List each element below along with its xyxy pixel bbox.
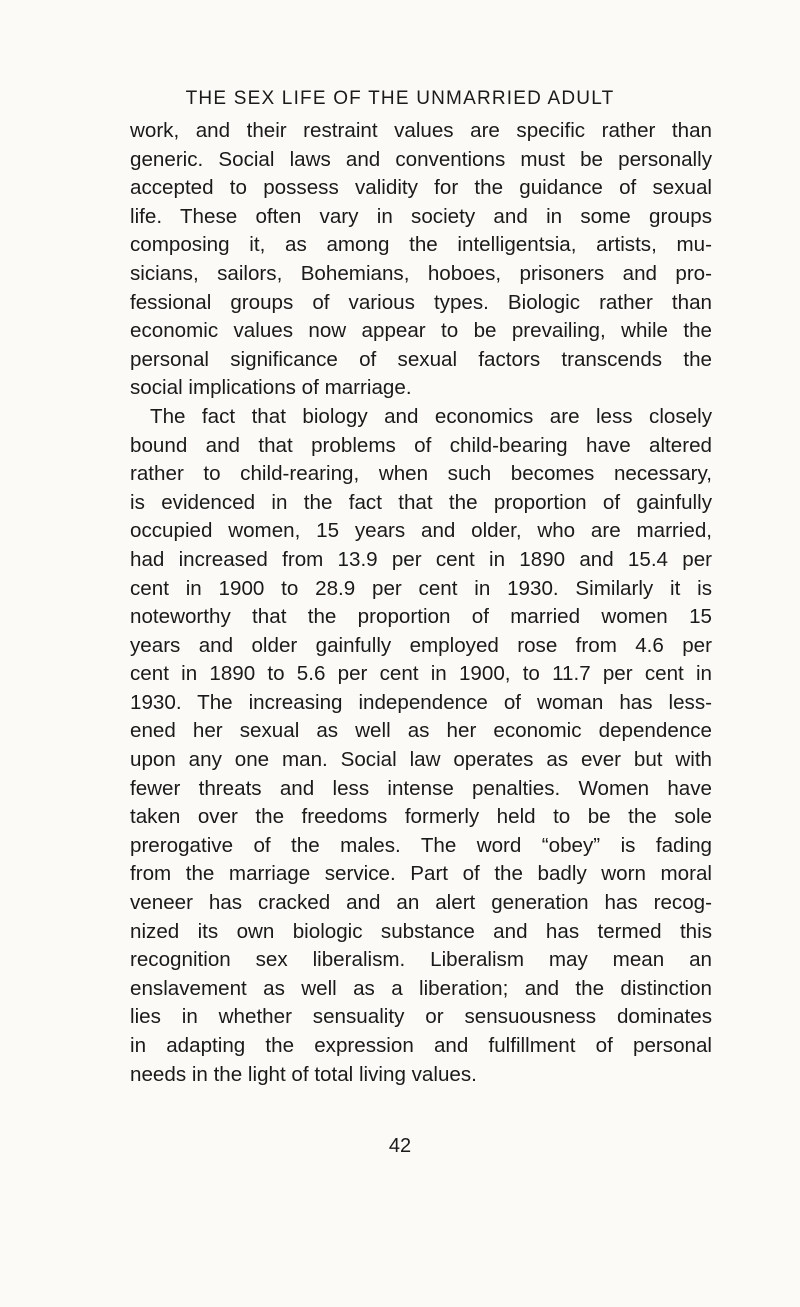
text-line: prerogative of the males. The word “obey” is fading [130,833,712,857]
text-line: fessional groups of various types. Biologic rather than [130,290,712,314]
text-line: personal significance of sexual factors transcends the [130,347,712,371]
text-line: social implications of marriage. [130,376,412,400]
body-text [130,117,712,1089]
text-line: The fact that biology and economics are less closely [150,404,712,428]
text-line: 1930. The increasing independence of woman has less- [130,690,712,714]
text-line: had increased from 13.9 per cent in 1890 and 15.4 per [130,547,712,571]
text-line: recognition sex liberalism. Liberalism may mean an [130,948,712,972]
text-line: generic. Social laws and conventions must be personally [130,147,712,171]
text-line: nized its own biologic substance and has termed this [130,919,712,943]
text-line: taken over the freedoms formerly held to be the sole [130,805,712,829]
text-line: cent in 1900 to 28.9 per cent in 1930. Similarly it is [130,576,712,600]
text-line: in adapting the expression and fulfillment of personal [130,1034,712,1057]
text-line: sicians, sailors, Bohemians, hoboes, prisoners and pro- [130,261,712,285]
text-line: upon any one man. Social law operates as ever but with [130,748,712,772]
text-line: fewer threats and less intense penalties. Women have [130,776,712,800]
text-line: accepted to possess validity for the guidance of sexual [130,176,712,200]
text-line: work, and their restraint values are specific rather than [130,119,712,142]
running-head: THE SEX LIFE OF THE UNMARRIED ADULT [185,88,615,109]
text-line: veneer has cracked and an alert generation has recog- [130,891,712,915]
page-number: 42 [388,1135,412,1157]
text-line: rather to child-rearing, when such becomes necessary, [130,462,712,486]
text-line: composing it, as among the intelligentsia, artists, mu- [130,233,712,257]
text-line: needs in the light of total living values. [130,1062,477,1086]
text-line: life. These often vary in society and in some groups [130,204,712,228]
text-line: enslavement as well as a liberation; and the distinction [130,976,712,1000]
text-line: cent in 1890 to 5.6 per cent in 1900, to 11.7 per cent in [130,662,712,686]
text-line: bound and that problems of child-bearing have altered [130,433,712,457]
text-line: years and older gainfully employed rose from 4.6 per [130,633,712,657]
text-line: is evidenced in the fact that the proportion of gainfully [130,490,712,514]
text-line: lies in whether sensuality or sensuousness dominates [130,1005,712,1029]
text-line: occupied women, 15 years and older, who are married, [130,519,712,543]
text-line: from the marriage service. Part of the badly worn moral [130,862,712,886]
text-line: economic values now appear to be prevailing, while the [130,319,712,343]
text-line: ened her sexual as well as her economic dependence [130,719,712,743]
text-line: noteworthy that the proportion of married women 15 [130,605,712,629]
